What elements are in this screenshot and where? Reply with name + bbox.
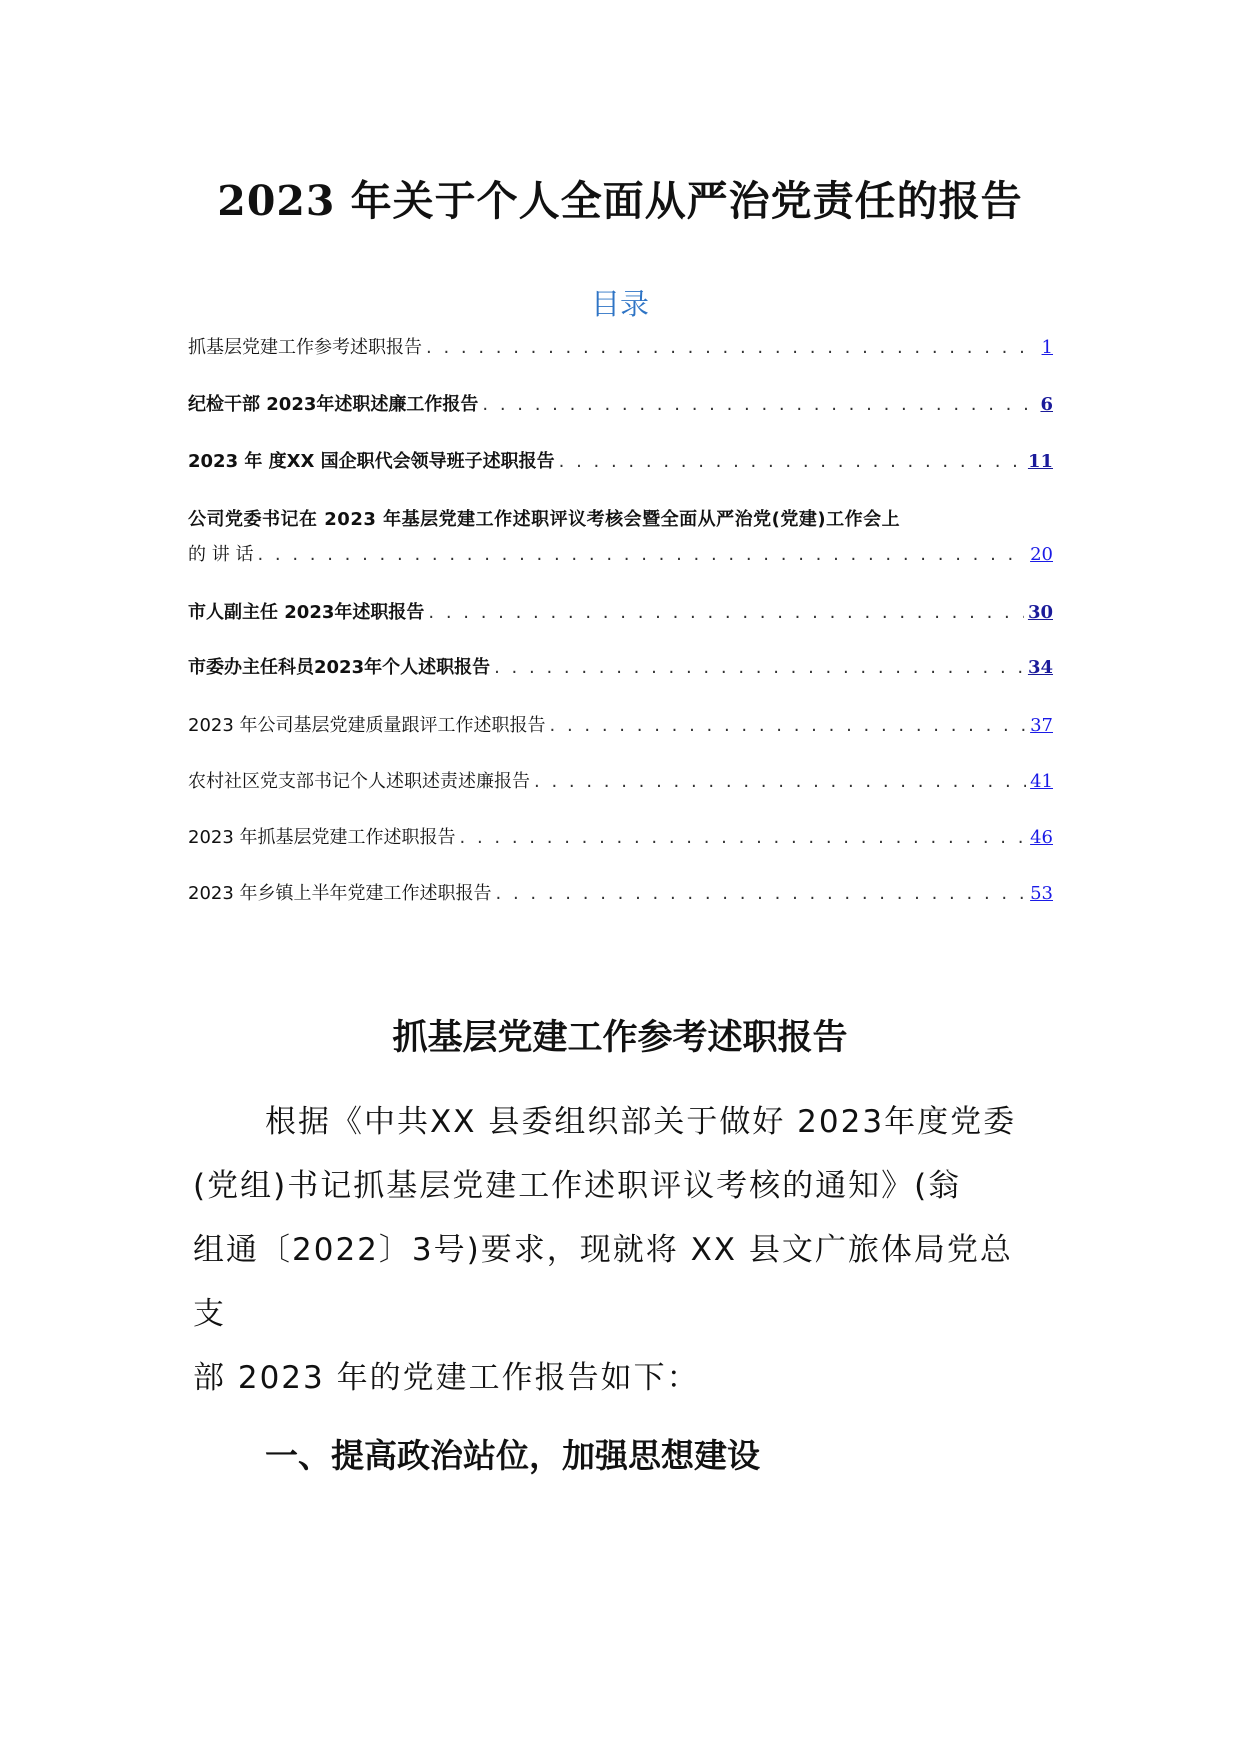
body-paragraph (193, 1090, 1043, 1410)
toc-leader-dots (494, 657, 1024, 678)
section-title: 抓基层党建工作参考述职报告 (392, 1018, 848, 1058)
paragraph-line: 部 2023 年的党建工作报告如下： (193, 1360, 700, 1396)
paragraph-line: 支 (193, 1296, 226, 1332)
toc-entry[interactable] (188, 390, 1053, 416)
toc-page-link[interactable]: 20 (1030, 544, 1053, 565)
section-heading: 一、提高政治站位，加强思想建设 (265, 1436, 760, 1475)
toc-leader-dots (550, 715, 1027, 736)
toc-entry-label: 2023 年乡镇上半年党建工作述职报告 (188, 883, 492, 904)
toc-entry-label: 农村社区党支部书记个人述职述责述廉报告 (188, 771, 530, 792)
toc-page-link[interactable]: 53 (1030, 883, 1053, 904)
toc-entry-label: 抓基层党建工作参考述职报告 (188, 337, 422, 358)
toc-leader-dots (426, 337, 1038, 358)
toc-leader-dots (482, 394, 1036, 415)
toc-entry-label: 市人副主任 2023年述职报告 (188, 602, 425, 623)
toc-page-link[interactable]: 30 (1027, 602, 1053, 623)
toc-leader-dots (257, 544, 1026, 565)
toc-entry[interactable] (188, 879, 1053, 905)
toc-entry-label: 2023 年公司基层党建质量跟评工作述职报告 (188, 715, 546, 736)
toc-page-link[interactable]: 46 (1030, 827, 1053, 848)
paragraph-line: (党组)书记抓基层党建工作述职评议考核的通知》(翁 (193, 1168, 962, 1204)
toc-page-link[interactable]: 6 (1040, 394, 1053, 415)
toc-leader-dots (534, 771, 1026, 792)
toc-page-link[interactable]: 34 (1027, 657, 1053, 678)
toc-page-link[interactable]: 11 (1027, 451, 1053, 472)
toc-entry[interactable] (188, 598, 1053, 624)
toc-page-link[interactable]: 37 (1030, 715, 1053, 736)
toc-heading: 目录 (590, 287, 649, 321)
toc-page-link[interactable]: 41 (1030, 771, 1053, 792)
toc-leader-dots (428, 602, 1024, 623)
toc-entry-label: 的 讲 话 (188, 544, 254, 565)
toc-page-link[interactable]: 1 (1041, 337, 1053, 358)
toc-leader-dots (559, 451, 1024, 472)
document-title: 2023 年关于个人全面从严治党责任的报告 (217, 177, 1023, 225)
toc-entry[interactable] (188, 711, 1053, 737)
toc-entry[interactable] (188, 540, 1053, 566)
toc-entry[interactable] (188, 447, 1053, 473)
toc-entry-label: 市委办主任科员2023年个人述职报告 (188, 657, 491, 678)
toc-entry-label: 纪检干部 2023年述职述廉工作报告 (188, 394, 479, 415)
toc-leader-dots (496, 883, 1027, 904)
toc-entry[interactable] (188, 653, 1053, 679)
toc-entry[interactable] (188, 333, 1053, 359)
toc-entry-label-line1: 公司党委书记在 2023 年基层党建工作述职评议考核会暨全面从严治党(党建)工作会上 (188, 509, 901, 530)
paragraph-line: 组通〔2022〕3号)要求，现就将 XX 县文广旅体局党总 (193, 1232, 1013, 1268)
toc-leader-dots (460, 827, 1027, 848)
toc-entry-label: 2023 年 度XX 国企职代会领导班子述职报告 (188, 451, 555, 472)
toc-entry[interactable] (188, 767, 1053, 793)
paragraph-line: 根据《中共XX 县委组织部关于做好 2023年度党委 (265, 1104, 1017, 1140)
toc-entry[interactable] (188, 823, 1053, 849)
toc-entry-label: 2023 年抓基层党建工作述职报告 (188, 827, 456, 848)
